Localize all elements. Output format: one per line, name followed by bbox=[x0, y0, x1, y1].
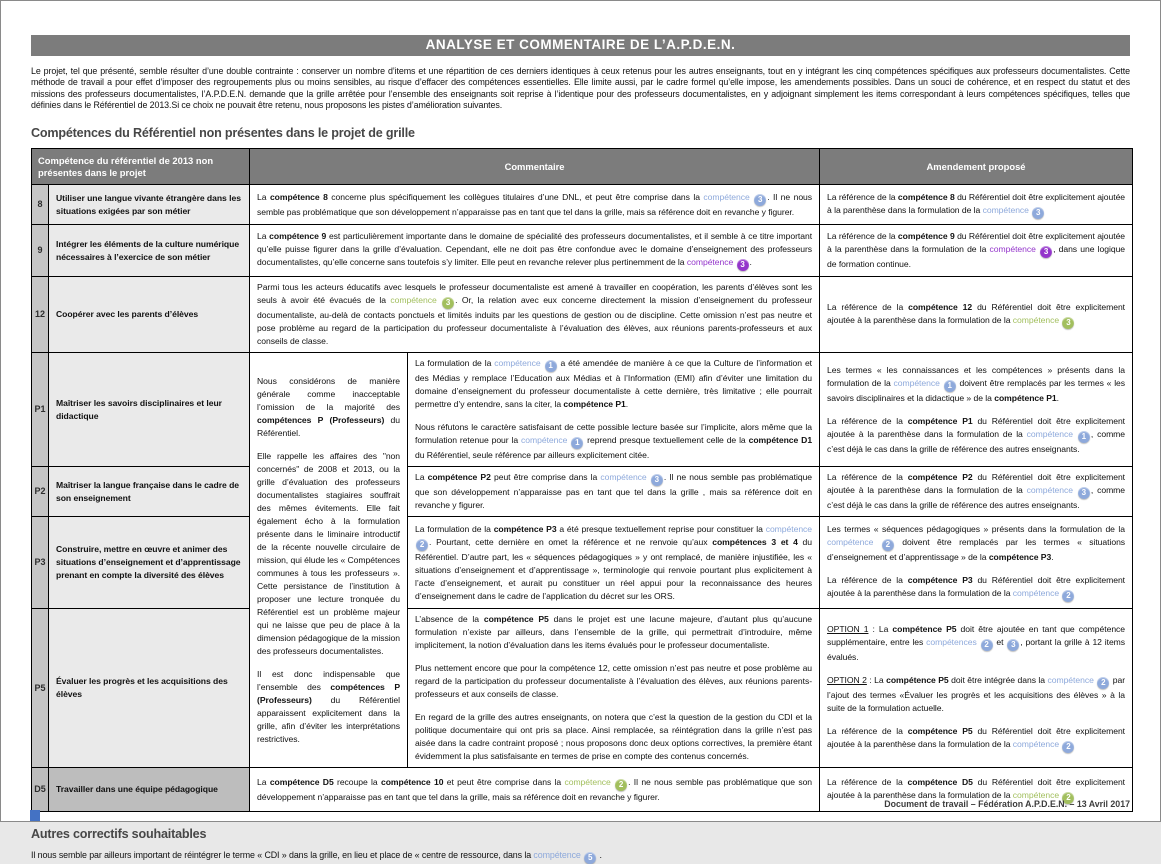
competence-badge-green-2: 2 bbox=[1062, 792, 1074, 804]
intro-paragraph: Le projet, tel que présenté, semble résulter d’une double contrainte : conserver un nombre d’items et une répartition de ces derniers identiques à ceux retenus pour les autres enseignants, tout en y intégrant les cinq compétences spécifiques aux professeurs documentalistes. Cette méthode de travail a pour effet d’imposer des regroupements plus ou moins sensibles, au risque d’effacer des compétences essentielles. Elle limite aussi, par le cadre formel qu’elle impose, les amendements possibles. Dans un souci de cohérence, et en respect du statut et des missions des professeurs documentalistes, l’A.P.D.E.N. demande que la grille arrêtée pour l’ensemble des enseignants soit reprise à l’identique pour des professeurs documentalistes, en y adjoignant simplement les items correspondant à leurs compétences spécifiques, telles que définies dans le Référentiel de 2013.Si ce choix ne pouvait être retenu, nous proposons les pistes d’amélioration suivantes. bbox=[31, 66, 1130, 110]
row-competence-label: Intégrer les éléments de la culture numérique nécessaires à l’exercice de son métier bbox=[49, 225, 250, 277]
table-row-p3 bbox=[32, 517, 1133, 609]
row-commentaire: La compétence 8 concerne plus spécifiquement les collègues titulaires d’une DNL, et peut être comprise dans la compétence 3 . Il ne nous semble pas problématique que son développement n’apparaisse pas en tant que tel dans la grille, mais sa référence doit en revanche y figurer. bbox=[250, 185, 820, 225]
competence-badge-purple-3: 3 bbox=[1040, 246, 1052, 258]
competence-badge-purple-3: 3 bbox=[737, 259, 749, 271]
competence-badge-blue-3: 3 bbox=[1032, 207, 1044, 219]
table-row-8 bbox=[32, 185, 1133, 225]
document-title-bar bbox=[31, 35, 1130, 56]
row-commentaire: La compétence P2 peut être comprise dans la compétence 3 . Il ne nous semble pas problématique que son développement n’apparaisse pas en tant que tel dans la grille , mais sa référence doit en revanche y figurer. bbox=[408, 467, 820, 517]
document-title: ANALYSE ET COMMENTAIRE DE L’A.P.D.E.N. bbox=[425, 37, 736, 52]
row-commentaire: La formulation de la compétence 1 a été amendée de manière à ce que la Culture de l’information et des Médias y remplace l’Education aux Médias et à l’Information (EMI) afin d’éviter une limitation du domaine d’enseignement du professeur documentaliste à cette dernière, très limitative ; elle pourrait permettre d’y entendre, sans la citer, la compétence P1. Nous réfutons le caractère satisfaisant de cette possible lecture basée sur l’implicite, alors même que la formulation retenue pour la compétence 1 reprend presque textuellement celle de la compétence D1 du Référentiel, seule référence par ailleurs explicitement citée. bbox=[408, 353, 820, 467]
competence-badge-green-3: 3 bbox=[442, 297, 454, 309]
row-id: P5 bbox=[32, 609, 49, 768]
competence-badge-blue-2: 2 bbox=[882, 539, 894, 551]
competence-badge-green-3: 3 bbox=[1062, 317, 1074, 329]
section-title-competences: Compétences du Référentiel non présentes dans le projet de grille bbox=[31, 126, 415, 141]
other-corrections-note: Il nous semble par ailleurs important de réintégrer le terme « CDI » dans la grille, en lieu et place de « centre de ressource, dans la compétence 5 . bbox=[31, 850, 602, 863]
col-header-commentaire: Commentaire bbox=[250, 149, 820, 185]
competence-badge-blue-1: 1 bbox=[545, 360, 557, 372]
competence-badge-blue-1: 1 bbox=[944, 380, 956, 392]
competence-badge-blue-3: 3 bbox=[754, 194, 766, 206]
row-commentaire: L’absence de la compétence P5 dans le projet est une lacune majeure, d’autant plus qu’aucune formulation n’existe par ailleurs, dans l’ensemble de la grille, qui permettrait d’introduire, même implicitement, la notion d’évaluation dans les items évalués pour le professeur documentaliste. Plus nettement encore que pour la compétence 12, cette omission n’est pas neutre et pose problème au regard de la participation du professeur documentaliste à l’évaluation des élèves, aux réunions parents-professeurs et aux conseils de classe. En regard de la grille des autres enseignants, on notera que c’est la question de la gestion du CDI et la politique documentaire qui ont pris sa place. Ainsi remplacée, sa réintégration dans la grille n’est pas aisée dans la cadre contraint proposé ; nous proposons donc deux options correctives, la première étant évidemment la plus satisfaisante en termes de prise en compte des contenus concernés. bbox=[408, 609, 820, 768]
competence-badge-blue-2: 2 bbox=[1062, 590, 1074, 602]
competence-badge-blue-1: 1 bbox=[1078, 431, 1090, 443]
row-id: 9 bbox=[32, 225, 49, 277]
footer-text: Document de travail – Fédération A.P.D.E.N. – 13 Avril 2017 bbox=[884, 799, 1130, 809]
competences-table bbox=[31, 148, 1133, 812]
row-id: P3 bbox=[32, 517, 49, 609]
row-competence-label: Construire, mettre en œuvre et animer des situations d’enseignement et d’apprentissage prenant en compte la diversité des élèves bbox=[49, 517, 250, 609]
page-corner-mark bbox=[30, 810, 40, 821]
p-block-shared-commentaire: Nous considérons de manière générale comme inacceptable l’omission de la majorité des compétences P (Professeurs) du Référentiel. Elle rappelle les affaires des "non concernés" de 2008 et 2013, ou la grille d’évaluation des professeurs documentalistes stagiaires souffrait des mêmes évitements. Elle fait également écho à la formulation présente dans le liminaire introductif de la récente nouvelle circulaire de mission, qui élude les « Compétences communes à tous les professeurs ». Cette persistance de l’institution à proposer une lecture tronquée du Référentiel est un problème majeur qui ne laisse que peu de place à la dimension pédagogique de la mission des professeurs documentalistes. Il est donc indispensable que l’ensemble des compétences P (Professeurs) du Référentiel apparaissent explicitement dans la grille, afin d’éviter les interprétations restrictives. bbox=[250, 353, 408, 768]
row-amendement: La référence de la compétence 9 du Référentiel doit être explicitement ajoutée à la parenthèse dans la formulation de la compétence 3 , dans une logique de formation continue. bbox=[820, 225, 1133, 277]
row-competence-label: Évaluer les progrès et les acquisitions des élèves bbox=[49, 609, 250, 768]
row-commentaire: Parmi tous les acteurs éducatifs avec lesquels le professeur documentaliste est amené à travailler en coopération, les parents d’élèves sont les seuls à avoir été évacués de la compétence 3 . Or, la relation avec eux concerne directement la mission d’enseignement du professeur documentaliste, au-delà de contacts ponctuels et limités induits par les questions de gestion ou de discipline. Cette omission n’est pas neutre et pose problème au regard de la participation du professeur documentaliste à l’évaluation des élèves, aux réunions parents-professeurs et aux conseils de classe. bbox=[250, 277, 820, 353]
section-title-autres-correctifs: Autres correctifs souhaitables bbox=[31, 827, 207, 842]
competence-badge-blue-3: 3 bbox=[651, 474, 663, 486]
row-commentaire: La compétence 9 est particulièrement importante dans le domaine de spécialité des professeurs documentalistes, et il semble à ce titre important qu’elle puisse figurer dans la grille d’évaluation. Cependant, elle ne doit pas être confondue avec le domaine d’enseignement des professeurs documentalistes, qu’elle concerne sans toutefois s’y limiter. Elle peut en revanche relever plus pertinemment de la compétence 3 . bbox=[250, 225, 820, 277]
table-row-9 bbox=[32, 225, 1133, 277]
col-header-competence: Compétence du référentiel de 2013 non présentes dans le projet bbox=[32, 149, 250, 185]
row-competence-label: Coopérer avec les parents d’élèves bbox=[49, 277, 250, 353]
row-amendement: La référence de la compétence 12 du Référentiel doit être explicitement ajoutée à la parenthèse dans la formulation de la compétence 3 bbox=[820, 277, 1133, 353]
table-row-p5 bbox=[32, 609, 1133, 768]
table-header-row bbox=[32, 149, 1133, 185]
competence-badge-blue-2: 2 bbox=[1097, 677, 1109, 689]
table-row-p2 bbox=[32, 467, 1133, 517]
row-competence-label: Maîtriser les savoirs disciplinaires et leur didactique bbox=[49, 353, 250, 467]
row-competence-label: Maîtriser la langue française dans le cadre de son enseignement bbox=[49, 467, 250, 517]
competence-badge-blue-3: 3 bbox=[1078, 487, 1090, 499]
row-id: D5 bbox=[32, 768, 49, 812]
row-amendement: La référence de la compétence 8 du Référentiel doit être explicitement ajoutée à la parenthèse dans la formulation de la compétence 3 bbox=[820, 185, 1133, 225]
row-id: 8 bbox=[32, 185, 49, 225]
row-id: P1 bbox=[32, 353, 49, 467]
row-commentaire: La compétence D5 recoupe la compétence 10 et peut être comprise dans la compétence 2 . Il ne nous semble pas problématique que son développement n’apparaisse pas en tant que tel dans la grille, mais sa référence doit en revanche y figurer. bbox=[250, 768, 820, 812]
competence-badge-blue-5: 5 bbox=[584, 852, 596, 864]
row-amendement: Les termes « les connaissances et les compétences » présents dans la formulation de la compétence 1 doivent être remplacés par les termes « les savoirs disciplinaires et la didactique » de la compétence P1. La référence de la compétence P1 du Référentiel doit être explicitement ajoutée à la parenthèse dans la formulation de la compétence 1 , comme c’est déjà le cas dans la grille de référence des autres enseignants. bbox=[820, 353, 1133, 467]
competence-badge-blue-2: 2 bbox=[1062, 741, 1074, 753]
row-competence-label: Travailler dans une équipe pédagogique bbox=[49, 768, 250, 812]
row-commentaire: La formulation de la compétence P3 a été presque textuellement reprise pour constituer la compétence 2 . Pourtant, cette dernière en omet la référence et ne renvoie qu’aux compétences 3 et 4 du Référentiel. D’autre part, les « séquences pédagogiques » y ont remplacé, de manière injustifiée, les « situations d’enseignement et d’apprentissage », terminologie qui renvoie pourtant plus explicitement à l’acte d’enseignement, et aurait pu constituer un réel appui pour la reconnaissance des heures d’enseignement dans le cadre de l’application du décret sur les ORS. bbox=[408, 517, 820, 609]
competence-badge-green-2: 2 bbox=[615, 779, 627, 791]
competence-badge-blue-1: 1 bbox=[571, 437, 583, 449]
row-id: 12 bbox=[32, 277, 49, 353]
competence-badge-blue-3: 3 bbox=[1007, 639, 1019, 651]
row-amendement: La référence de la compétence D5 du Référentiel doit être explicitement ajoutée à la parenthèse dans la formulation de la compétence 2 bbox=[820, 768, 1133, 812]
row-amendement: La référence de la compétence P2 du Référentiel doit être explicitement ajoutée à la parenthèse dans la formulation de la compétence 3 , comme c’est déjà le cas dans la grille de référence des autres enseignants. bbox=[820, 467, 1133, 517]
row-amendement: OPTION 1 : La compétence P5 doit être ajoutée en tant que compétence supplémentaire, entre les compétences 2 et 3 , portant la grille à 12 items évalués. OPTION 2 : La compétence P5 doit être intégrée dans la compétence 2 par l’ajout des termes «Évaluer les progrès et les acquisitions des élèves » à la suite de la formulation actuelle. La référence de la compétence P5 du Référentiel doit être explicitement ajoutée à la parenthèse dans la formulation de la compétence 2 bbox=[820, 609, 1133, 768]
row-competence-label: Utiliser une langue vivante étrangère dans les situations exigées par son métier bbox=[49, 185, 250, 225]
table-row-12 bbox=[32, 277, 1133, 353]
competence-badge-blue-2: 2 bbox=[981, 639, 993, 651]
table-row-p1 bbox=[32, 353, 1133, 467]
col-header-amendement: Amendement proposé bbox=[820, 149, 1133, 185]
row-amendement: Les termes « séquences pédagogiques » présents dans la formulation de la compétence 2 doivent être remplacés par les termes « situations d’enseignement et d’apprentissage » de la compétence P3. La référence de la compétence P3 du Référentiel doit être explicitement ajoutée à la parenthèse dans la formulation de la compétence 2 bbox=[820, 517, 1133, 609]
competence-badge-blue-2: 2 bbox=[416, 539, 428, 551]
row-id: P2 bbox=[32, 467, 49, 517]
